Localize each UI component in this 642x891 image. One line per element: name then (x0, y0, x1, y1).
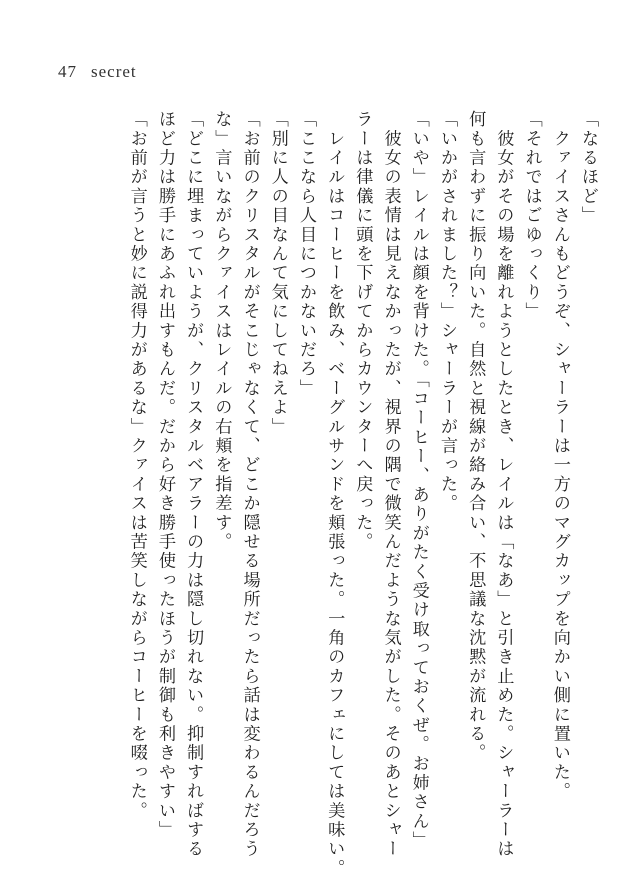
section-title: secret (91, 62, 137, 81)
text-line: 「別に人の目なんて気にしてねえよ」 (267, 110, 288, 437)
text-line: 「それではごゆっくり」 (521, 110, 542, 322)
text-line: 「いかがされました？」シャーラーが言った。 (436, 110, 457, 514)
text-line: 「ここなら人目につかないだろ」 (295, 110, 316, 398)
text-line: 「お前が言うと妙に説得力があるな」クァイスは苦笑しながらコーヒーを啜った。 (126, 110, 147, 821)
text-line: 「いや」レイルは顔を背けた。「コーヒー、ありがたく受け取っておくぜ。お姉さん」 (408, 110, 429, 851)
text-line: 彼女がその場を離れようとしたとき、レイルは「なあ」と引き止めた。シャーラーは (493, 110, 514, 859)
text-line: ラーは律儀に頭を下げてからカウンターへ戻った。 (352, 110, 373, 552)
text-line: 「お前のクリスタルがそこじゃなくて、どこか隠せる場所だったら話は変わるんだろう (239, 110, 260, 859)
running-header (58, 62, 137, 82)
text-line: 「どこに埋まっていようが、クリスタルベアラーの力は隠し切れない。抑制すればする (183, 110, 204, 859)
page-number: 47 (58, 62, 77, 81)
text-line: ほど力は勝手にあふれ出すもんだ。だから好き勝手使ったほうが制御も利きやすい」 (154, 110, 175, 840)
text-line: 何も言わずに振り向いた。自然と視線が絡み合い、不思議な沈黙が流れる。 (465, 110, 486, 763)
text-line: 「なるほど」 (578, 110, 598, 226)
text-line: レイルはコーヒーを飲み、ベーグルサンドを頬張った。一角のカフェにしては美味い。 (324, 110, 345, 878)
text-line: な」言いながらクァイスはレイルの右頬を指差す。 (211, 110, 232, 552)
vertical-body-text (123, 110, 602, 878)
text-line: クァイスさんもどうぞ、シャーラーは一方のマグカップを向かい側に置いた。 (549, 110, 570, 802)
text-line: 彼女の表情は見えなかったが、視界の隅で微笑んだような気がした。そのあとシャー (380, 110, 401, 859)
